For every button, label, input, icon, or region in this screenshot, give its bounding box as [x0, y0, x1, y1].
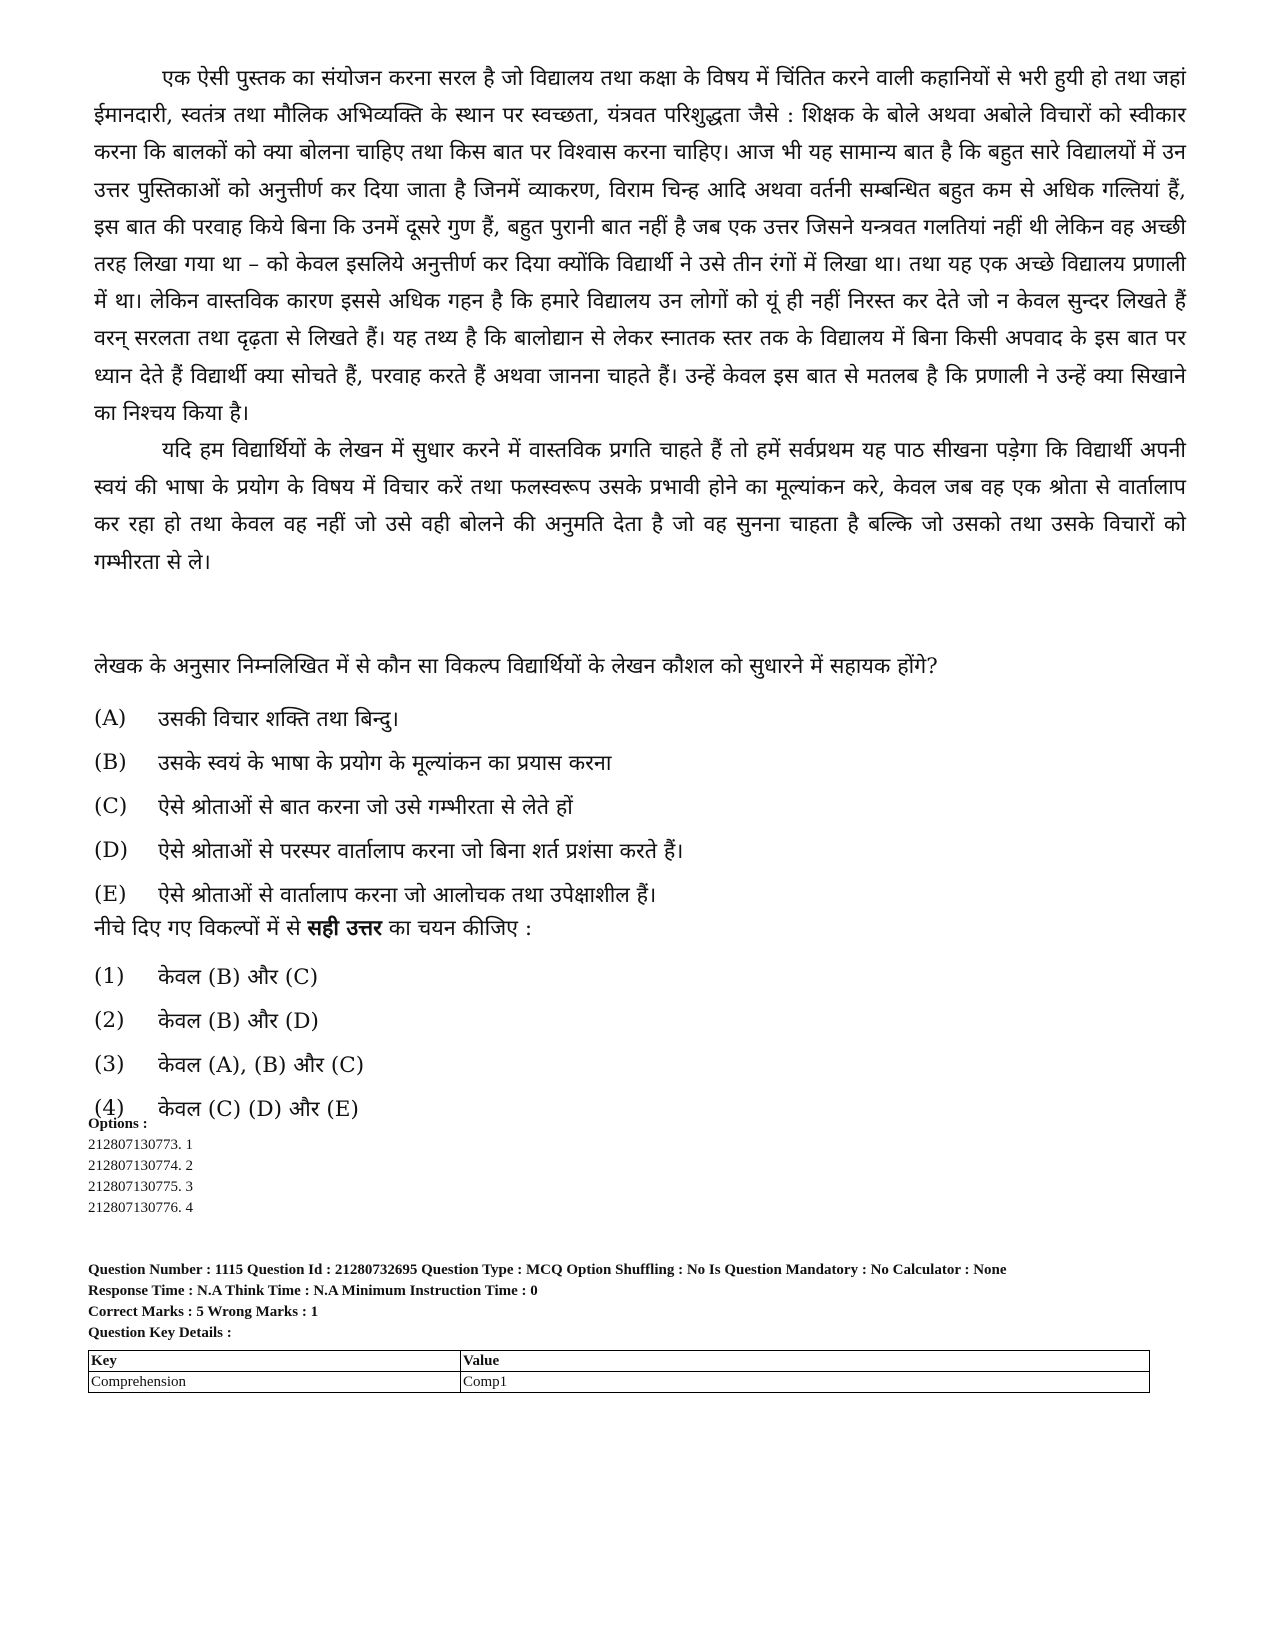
statement-item — [94, 872, 1194, 916]
passage-paragraph-2: यदि हम विद्यार्थियों के लेखन में सुधार करने में वास्तविक प्रगति चाहते हैं तो हमें सर्वप्रथम यह पाठ सीखना पड़ेगा कि विद्यार्थी अपनी स्वयं की भाषा के प्रयोग के विषय में विचार करें तथा फलस्वरूप उसके प्रभावी होने का मूल्यांकन करे, केवल जब वह एक श्रोता से वार्तालाप कर रहा हो तथा केवल वह नहीं जो उसे वही बोलने की अनुमति देता है जो वह सुनना चाहता है बल्कि जो उसको तथा उसके विचारों को गम्भीरता से ले। — [94, 438, 1186, 575]
statement-text: उसके स्वयं के भाषा के प्रयोग के मूल्यांकन का प्रयास करना — [158, 750, 612, 776]
passage-paragraph-1: एक ऐसी पुस्तक का संयोजन करना सरल है जो विद्यालय तथा कक्षा के विषय में चिंतित करने वाली कहानियों से भरी हुयी हो तथा जहां ईमानदारी, स्वतंत्र तथा मौलिक अभिव्यक्ति के स्थान पर स्वच्छता, यंत्रवत परिशुद्धता जैसे : शिक्षक के बोले अथवा अबोले विचारों को स्वीकार करना कि बालकों को क्या बोलना चाहिए तथा किस बात पर विश्वास करना चाहिए। आज भी यह सामान्य बात है कि बहुत सारे विद्यालयों में उन उत्तर पुस्तिकाओं को अनुत्तीर्ण कर दिया जाता है जिनमें व्याकरण, विराम चिन्ह आदि अथवा वर्तनी सम्बन्धित बहुत कम से अधिक गल्तियां हैं, इस बात की परवाह किये बिना कि उनमें दूसरे गुण हैं, बहुत पुरानी बात नहीं है जब एक उत्तर जिसने यन्त्रवत गलतियां नहीं थी लेकिन वह अच्छी तरह लिखा गया था – को केवल इसलिये अनुत्तीर्ण कर दिया क्योंकि विद्यार्थी ने उसे तीन रंगों में लिखा था। तथा यह एक अच्छे विद्यालय प्रणाली में था। लेकिन वास्तविक कारण इससे अधिक गहन है कि हमारे विद्यालय उन लोगों को यूं ही नहीं निरस्त कर देते जो न केवल सुन्दर लिखते हैं वरन् सरलता तथा दृढ़ता से लिखते हैं। यह तथ्य है कि बालोद्यान से लेकर स्नातक स्तर तक के विद्यालय में बिना किसी अपवाद के इस बात पर ध्यान देते हैं विद्यार्थी क्या सोचते हैं, परवाह करते हैं अथवा जानना चाहते हैं। उन्हें केवल इस बात से मतलब है कि प्रणाली ने उन्हें क्या सिखाने का निश्चय किया है। — [94, 66, 1186, 426]
key-details-heading: Question Key Details : — [88, 1325, 232, 1341]
table-cell-key: Comprehension — [89, 1372, 461, 1393]
answer-choice-label: (3) — [94, 1051, 125, 1077]
statement-text: ऐसे श्रोताओं से बात करना जो उसे गम्भीरता से लेते हों — [158, 794, 573, 820]
options-block — [88, 1114, 193, 1219]
statement-item — [94, 740, 1194, 784]
answer-choice — [94, 954, 364, 998]
statement-item — [94, 784, 1194, 828]
answer-choice-label: (1) — [94, 963, 125, 989]
answer-choice-text: केवल (B) और (D) — [158, 1008, 319, 1034]
answer-instruction — [94, 914, 532, 944]
statement-text: उसकी विचार शक्ति तथा बिन्दु। — [158, 706, 399, 732]
table-header-key: Key — [89, 1351, 461, 1372]
answer-choice-text: केवल (B) और (C) — [158, 964, 319, 990]
instruction-text-before: नीचे दिए गए विकल्पों में से — [94, 916, 308, 941]
question-text: लेखक के अनुसार निम्नलिखित में से कौन सा विकल्प विद्यार्थियों के लेखन कौशल को सुधारने में सहायक होंगे? — [94, 654, 938, 679]
statement-list — [94, 696, 1194, 916]
comprehension-passage — [94, 60, 1186, 581]
statement-text: ऐसे श्रोताओं से परस्पर वार्तालाप करना जो बिना शर्त प्रशंसा करते हैं। — [158, 838, 684, 864]
statement-label: (C) — [94, 793, 128, 819]
answer-choice-text: केवल (C) (D) और (E) — [158, 1096, 359, 1122]
instruction-bold-text: सही उत्तर — [307, 916, 382, 941]
option-id-item: 212807130776. 4 — [88, 1200, 193, 1216]
answer-choice-text: केवल (A), (B) और (C) — [158, 1052, 365, 1078]
marks-line: Correct Marks : 5 Wrong Marks : 1 — [88, 1304, 319, 1320]
statement-label: (E) — [94, 881, 127, 907]
statement-label: (A) — [94, 705, 127, 731]
statement-item — [94, 828, 1194, 872]
answer-choice-label: (4) — [94, 1095, 125, 1121]
option-id-item: 212807130773. 1 — [88, 1137, 193, 1153]
answer-choice — [94, 1042, 364, 1086]
answer-choice-list — [94, 954, 364, 1130]
options-heading: Options : — [88, 1116, 148, 1132]
question-info-line: Response Time : N.A Think Time : N.A Minimum Instruction Time : 0 — [88, 1283, 538, 1299]
answer-choice-label: (2) — [94, 1007, 125, 1033]
table-header-value: Value — [461, 1351, 1150, 1372]
option-id-item: 212807130774. 2 — [88, 1158, 193, 1174]
instruction-text-after: का चयन कीजिए : — [381, 916, 533, 941]
question-info-block — [88, 1260, 1208, 1344]
table-row — [89, 1372, 1150, 1393]
statement-label: (D) — [94, 837, 129, 863]
table-cell-value: Comp1 — [461, 1372, 1150, 1393]
table-header-row — [89, 1351, 1150, 1372]
option-id-item: 212807130775. 3 — [88, 1179, 193, 1195]
question-info-line: Question Number : 1115 Question Id : 21280732695 Question Type : MCQ Option Shuffling : No Is Question Mandatory : No Calculator : None — [88, 1262, 1007, 1278]
statement-text: ऐसे श्रोताओं से वार्तालाप करना जो आलोचक तथा उपेक्षाशील हैं। — [158, 882, 657, 908]
statement-label: (B) — [94, 749, 127, 775]
answer-choice — [94, 998, 364, 1042]
statement-item — [94, 696, 1194, 740]
question-key-table — [88, 1350, 1150, 1393]
